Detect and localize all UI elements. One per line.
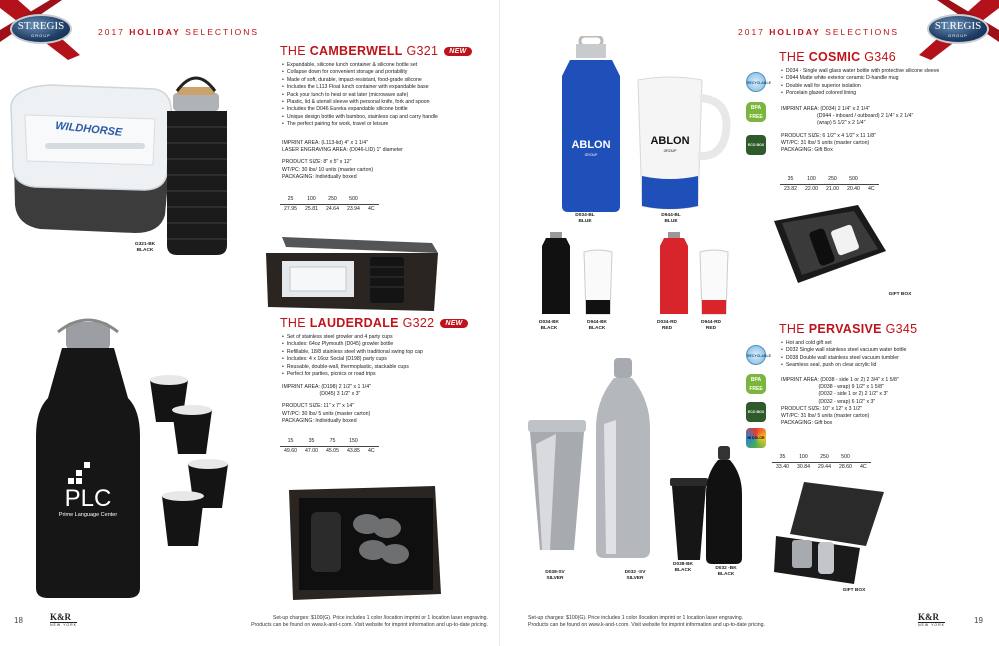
pervasive-title: THE PERVASIVE G345: [779, 322, 918, 336]
pervasive-features: [781, 340, 906, 370]
feature-item: • Collapse down for convenient storage and portability: [282, 69, 438, 76]
camberwell-gift-box-image: [262, 233, 442, 315]
svg-text:Prime Language Center: Prime Language Center: [58, 512, 118, 518]
feature-item: • Unique design bottle with bamboo, stainless cap and carry handle: [282, 114, 438, 121]
caption-camberwell: G321-BK BLACK: [134, 242, 156, 253]
catalog-page-left: [0, 0, 499, 646]
svg-text:ABLON: ABLON: [650, 135, 690, 147]
feature-item: • Expandable, silicone lunch container & silicone bottle set: [282, 62, 438, 69]
new-badge: NEW: [444, 47, 471, 56]
feature-item: • Includes: 64oz Plymouth (D045) growler bottle: [282, 341, 423, 348]
footer-note: Set-up charges: $100(G). Price includes 1 color /location imprint or 1 location laser engraving. Products can be found on www.k-and-r.com. Visit website for imprint information and up-to-date pricing.: [528, 615, 765, 628]
pervasive-gift-box-image: [772, 480, 892, 588]
eco-box-icon: ECO BOX: [746, 402, 766, 422]
feature-item: • D944 Matte white exterior ceramic D-handle mug: [781, 75, 939, 82]
caption-d038-bk: D038-BK BLACK: [673, 562, 693, 573]
section-header: 2017 HOLIDAY SELECTIONS: [738, 27, 900, 37]
catalog-page-right: [500, 0, 999, 646]
svg-text:GROUP: GROUP: [663, 149, 677, 153]
cosmic-price-table: 35 100 250 500 23.82 22.00 21.00 20.40 4C: [780, 175, 879, 193]
camberwell-price-table: 25 100 250 500 27.95 25.81 24.64 23.94 4C: [280, 195, 379, 213]
svg-text:PLC: PLC: [64, 485, 112, 512]
svg-text:WILDHORSE: WILDHORSE: [54, 119, 123, 139]
caption-d944-bk: D944-BK BLACK: [587, 320, 607, 331]
caption-pervasive-gift-box: GIFT BOX: [842, 588, 866, 593]
st-regis-logo: ST.REGIS GROUP: [927, 14, 989, 44]
feature-item: • Perfect for parties, picnics or road trips: [282, 371, 423, 378]
feature-item: • Made of soft, durable, impact-resistant, food-grade silicone: [282, 77, 438, 84]
eco-box-icon: ECO BOX: [746, 135, 766, 155]
kr-logo: K&R NEW YORK: [50, 612, 77, 627]
feature-item: • Double wall for superior isolation: [781, 83, 939, 90]
camberwell-specs: IMPRINT AREA: (L113-lid) 4" x 1 1/4" LASER ENGRAVING AREA: (D046-LID) 1" diameter PRODUCT SIZE: 8" x 5" x 12" WT/PC: 30 lbs/ 10 units (master carton) PACKAGING: Individually boxed: [282, 140, 403, 180]
camberwell-title: THE CAMBERWELL G321 NEW: [280, 44, 472, 58]
feature-item: • Includes: 4 x 16oz Social (D198) party cups: [282, 356, 423, 363]
feature-item: • D038 Double wall stainless steel vacuum tumbler: [781, 355, 906, 362]
caption-d034-rd: D034-RD RED: [657, 320, 677, 331]
caption-d032-sv: D032 -SV SILVER: [624, 570, 646, 581]
lauderdale-title: THE LAUDERDALE G322 NEW: [280, 316, 468, 330]
lauderdale-gift-box-image: [285, 482, 445, 602]
camberwell-product-image: [5, 65, 275, 260]
cosmic-title: THE COSMIC G346: [779, 50, 897, 64]
section-header: 2017 HOLIDAY SELECTIONS: [98, 27, 260, 37]
page-number: 18: [14, 616, 23, 625]
caption-cosmic-gift-box: GIFT BOX: [888, 292, 912, 297]
pervasive-specs: IMPRINT AREA: (D038 - side 1 or 2) 2 3/4" x 1 5/8" (D038 - wrap) 9 1/2" x 1 5/8" (D032 - side 1 or 2) 2 1/2" x 3" (D032 - wrap) 6 1/2" x 3" PRODUCT SIZE: 10" x 12" x 3 1/2" WT/PC: 31 lbs/ 5 units (master carton) PACKAGING: Gift box: [781, 377, 899, 427]
feature-item: • D034 - Single wall glass water bottle with protective silicone sleeve: [781, 68, 939, 75]
cosmic-gift-box-image: [768, 203, 888, 288]
caption-d038-sv: D038-SV SILVER: [545, 570, 565, 581]
feature-item: • Seamless seal, push on clear acrylic lid: [781, 362, 906, 369]
feature-item: • D032 Single wall stainless steel vacuum water bottle: [781, 347, 906, 354]
caption-d034-bl: D034-BL BLUE: [575, 213, 595, 224]
pervasive-product-image: [522, 354, 752, 572]
recyclable-icon: RECYCLABLE: [746, 72, 766, 92]
cosmic-product-image: [560, 36, 735, 216]
svg-text:GROUP: GROUP: [584, 153, 598, 157]
feature-item: • Pack your lunch to heat or eat later (microwave safe): [282, 92, 438, 99]
caption-d032-bk: D032 -BK BLACK: [715, 566, 737, 577]
feature-item: • Refillable, 18/8 stainless steel with traditional swing top cap: [282, 349, 423, 356]
feature-item: • Set of stainless steel growler and 4 party cups: [282, 334, 423, 341]
kr-logo: K&R NEW YORK: [918, 612, 945, 627]
lauderdale-specs: IMPRINT AREA: (D198) 2 1/2" x 1 1/4" (D045) 3 1/2" x 3" PRODUCT SIZE: 11" x 7" x 14" WT/PC: 30 lbs/ 5 units (master carton) PACKAGING: Individually boxed: [282, 384, 371, 424]
caption-d944-bl: D944-BL BLUE: [661, 213, 681, 224]
feature-item: • Includes the D046 Eureka expandable silicone bottle: [282, 106, 438, 113]
bpa-free-icon: BPA FREE: [746, 102, 766, 122]
bpa-free-icon: BPA FREE: [746, 374, 766, 394]
lauderdale-product-image: [28, 318, 268, 603]
caption-d944-rd: D944-RD RED: [701, 320, 721, 331]
feature-item: • The perfect pairing for work, travel or leisure: [282, 121, 438, 128]
cosmic-variants-image: [540, 230, 745, 318]
caption-d034-bk: D034-BK BLACK: [539, 320, 559, 331]
svg-text:ABLON: ABLON: [571, 139, 611, 151]
camberwell-features: [282, 62, 438, 129]
pervasive-price-table: 35 100 250 500 33.40 30.84 29.44 28.60 4C: [772, 453, 871, 471]
footer-note: Set-up charges: $100(G). Price includes 1 color /location imprint or 1 location laser engraving. Products can be found on www.k-and-r.com. Visit website for imprint information and up-to-date pricing.: [251, 615, 488, 628]
lauderdale-price-table: 15 35 75 150 49.60 47.00 45.05 43.85 4C: [280, 437, 379, 455]
new-badge: NEW: [440, 319, 467, 328]
page-number: 19: [974, 616, 983, 625]
feature-item: • Includes the L113 Float lunch container with expandable base: [282, 84, 438, 91]
lauderdale-features: [282, 334, 423, 378]
hi-color-icon: HI COLOR: [746, 428, 766, 448]
feature-item: • Reusable, double-wall, thermoplastic, stackable cups: [282, 364, 423, 371]
feature-item: • Hot and cold gift set: [781, 340, 906, 347]
cosmic-features: [781, 68, 939, 98]
feature-item: • Porcelain glazed colored lining: [781, 90, 939, 97]
feature-item: • Plastic, lid & utensil sleeve with personal knife, fork and spoon: [282, 99, 438, 106]
st-regis-logo: ST.REGIS GROUP: [10, 14, 72, 44]
cosmic-specs: IMPRINT AREA: (D034) 2 1/4" x 2 1/4" (D944 - inboard / outboard) 2 1/4" x 2 1/4" (wrap) 5 1/2" x 2 1/4" PRODUCT SIZE: 6 1/2" x 4 1/2" x 11 1/8" WT/PC: 31 lbs/ 5 units (master carton) PACKAGING: Gift Box: [781, 106, 914, 154]
recyclable-icon: RECYCLABLE: [746, 345, 766, 365]
